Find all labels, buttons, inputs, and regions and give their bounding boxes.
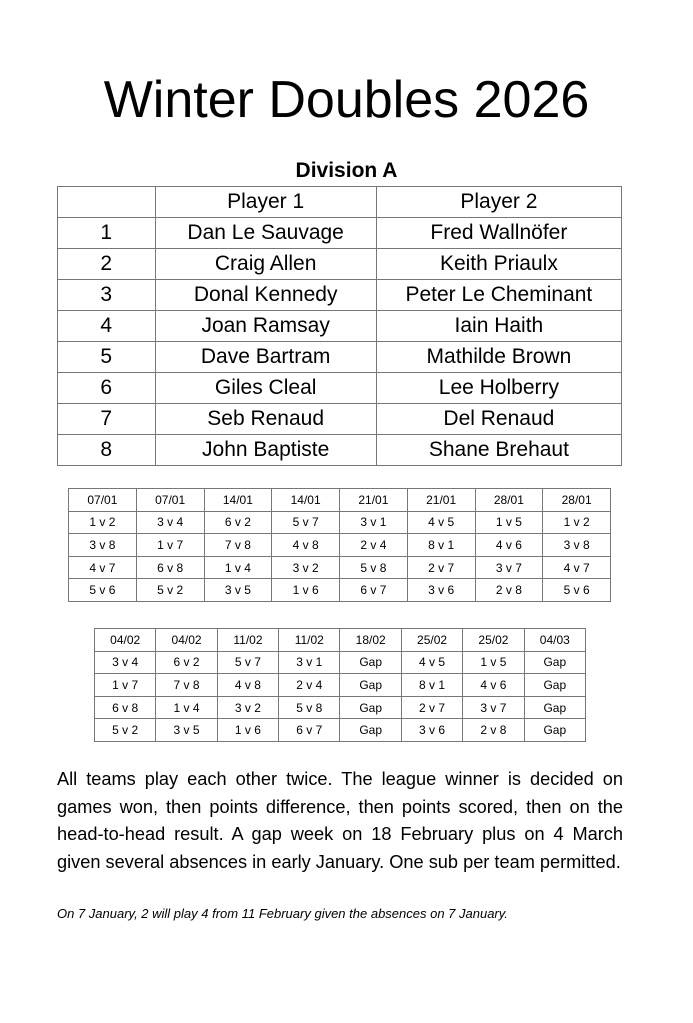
fixture-match: Gap — [340, 719, 401, 742]
fixtures-table-january — [68, 488, 611, 602]
fixture-match: 3 v 5 — [156, 719, 217, 742]
team-number: 4 — [58, 311, 156, 342]
player-1-name: Dave Bartram — [155, 342, 376, 373]
fixture-match: 2 v 8 — [463, 719, 524, 742]
fixture-date: 11/02 — [279, 629, 340, 652]
fixtures-table-february-march — [94, 628, 586, 742]
fixture-match: 5 v 6 — [543, 579, 611, 602]
fixture-match: 3 v 2 — [217, 696, 278, 719]
fixture-match: 4 v 6 — [475, 534, 543, 557]
fixture-match: 1 v 4 — [156, 696, 217, 719]
fixture-match: 3 v 6 — [401, 719, 462, 742]
team-number: 5 — [58, 342, 156, 373]
fixture-match: 1 v 6 — [217, 719, 278, 742]
fixture-row — [69, 511, 611, 534]
team-row — [58, 311, 622, 342]
fixture-match: 4 v 7 — [69, 556, 137, 579]
fixture-match: 8 v 1 — [407, 534, 475, 557]
fixture-match: 6 v 2 — [204, 511, 272, 534]
fixture-date: 14/01 — [204, 489, 272, 512]
fixture-match: 1 v 5 — [475, 511, 543, 534]
fixture-match: 2 v 7 — [401, 696, 462, 719]
fixture-date: 18/02 — [340, 629, 401, 652]
team-number: 3 — [58, 280, 156, 311]
fixture-date: 25/02 — [463, 629, 524, 652]
fixture-match: 1 v 7 — [136, 534, 204, 557]
fixture-match: 1 v 5 — [463, 651, 524, 674]
fixture-match: Gap — [524, 674, 585, 697]
fixture-match: 3 v 4 — [95, 651, 156, 674]
fixture-match: 3 v 1 — [340, 511, 408, 534]
player-2-name: Peter Le Cheminant — [376, 280, 621, 311]
fixture-row — [69, 534, 611, 557]
team-row — [58, 280, 622, 311]
fixture-match: 7 v 8 — [156, 674, 217, 697]
fixture-date: 04/03 — [524, 629, 585, 652]
fixture-match: 6 v 7 — [340, 579, 408, 602]
player-1-name: Donal Kennedy — [155, 280, 376, 311]
team-number: 2 — [58, 249, 156, 280]
team-row — [58, 218, 622, 249]
teams-header-cell: Player 2 — [376, 187, 621, 218]
fixture-match: 6 v 8 — [95, 696, 156, 719]
fixture-match: 4 v 8 — [272, 534, 340, 557]
fixture-match: Gap — [524, 719, 585, 742]
fixture-match: 1 v 2 — [69, 511, 137, 534]
fixture-date: 28/01 — [543, 489, 611, 512]
fixture-match: 4 v 5 — [401, 651, 462, 674]
fixture-match: 4 v 7 — [543, 556, 611, 579]
fixture-match: 8 v 1 — [401, 674, 462, 697]
player-1-name: John Baptiste — [155, 435, 376, 466]
fixture-match: 1 v 4 — [204, 556, 272, 579]
player-2-name: Iain Haith — [376, 311, 621, 342]
fixture-row — [69, 556, 611, 579]
fixture-match: 4 v 6 — [463, 674, 524, 697]
player-1-name: Craig Allen — [155, 249, 376, 280]
fixture-row — [95, 696, 586, 719]
fixture-match: 7 v 8 — [204, 534, 272, 557]
fixture-match: 6 v 7 — [279, 719, 340, 742]
player-2-name: Lee Holberry — [376, 373, 621, 404]
player-2-name: Fred Wallnöfer — [376, 218, 621, 249]
fixture-match: 6 v 2 — [156, 651, 217, 674]
fixture-date: 04/02 — [156, 629, 217, 652]
fixture-match: 3 v 5 — [204, 579, 272, 602]
player-2-name: Keith Priaulx — [376, 249, 621, 280]
fixture-match: Gap — [340, 674, 401, 697]
teams-header-row — [58, 187, 622, 218]
fixture-match: 1 v 6 — [272, 579, 340, 602]
fixture-row — [95, 719, 586, 742]
fixture-match: 2 v 4 — [340, 534, 408, 557]
fixture-match: 5 v 6 — [69, 579, 137, 602]
fixture-date: 04/02 — [95, 629, 156, 652]
fixture-date: 14/01 — [272, 489, 340, 512]
player-2-name: Del Renaud — [376, 404, 621, 435]
team-number: 6 — [58, 373, 156, 404]
fixture-date: 28/01 — [475, 489, 543, 512]
fixture-match: 5 v 7 — [217, 651, 278, 674]
fixture-match: 5 v 8 — [279, 696, 340, 719]
fixture-date: 21/01 — [340, 489, 408, 512]
team-number: 1 — [58, 218, 156, 249]
teams-table — [57, 186, 622, 466]
player-2-name: Mathilde Brown — [376, 342, 621, 373]
fixture-date: 07/01 — [136, 489, 204, 512]
fixture-row — [69, 579, 611, 602]
fixture-date: 25/02 — [401, 629, 462, 652]
fixture-match: 4 v 5 — [407, 511, 475, 534]
fixture-match: 4 v 8 — [217, 674, 278, 697]
fixture-match: 2 v 7 — [407, 556, 475, 579]
team-number: 8 — [58, 435, 156, 466]
fixture-match: 6 v 8 — [136, 556, 204, 579]
team-row — [58, 342, 622, 373]
fixture-match: 3 v 8 — [69, 534, 137, 557]
page-title: Winter Doubles 2026 — [103, 71, 590, 129]
footnote: On 7 January, 2 will play 4 from 11 February given the absences on 7 January. — [57, 906, 508, 921]
fixture-match: 2 v 8 — [475, 579, 543, 602]
player-1-name: Seb Renaud — [155, 404, 376, 435]
teams-header-cell: Player 1 — [155, 187, 376, 218]
fixture-match: Gap — [340, 651, 401, 674]
fixture-match: 5 v 7 — [272, 511, 340, 534]
teams-header-cell — [58, 187, 156, 218]
fixture-match: 5 v 2 — [95, 719, 156, 742]
fixture-match: Gap — [524, 696, 585, 719]
player-1-name: Giles Cleal — [155, 373, 376, 404]
team-row — [58, 373, 622, 404]
league-rules-text: All teams play each other twice. The league winner is decided on games won, then points difference, then points scored, then on the head-to-head result. A gap week on 18 February plus on 4 March given several absences in early January. One sub per team permitted. — [57, 769, 623, 872]
team-number: 7 — [58, 404, 156, 435]
fixture-match: 3 v 8 — [543, 534, 611, 557]
fixture-match: 3 v 7 — [475, 556, 543, 579]
player-2-name: Shane Brehaut — [376, 435, 621, 466]
fixture-match: 5 v 8 — [340, 556, 408, 579]
fixture-row — [95, 651, 586, 674]
fixture-date: 07/01 — [69, 489, 137, 512]
team-row — [58, 404, 622, 435]
fixture-match: 3 v 4 — [136, 511, 204, 534]
player-1-name: Joan Ramsay — [155, 311, 376, 342]
fixture-match: 2 v 4 — [279, 674, 340, 697]
fixture-match: 3 v 6 — [407, 579, 475, 602]
fixture-match: 5 v 2 — [136, 579, 204, 602]
division-heading: Division A — [295, 159, 398, 182]
fixture-match: Gap — [524, 651, 585, 674]
fixture-match: 3 v 2 — [272, 556, 340, 579]
team-row — [58, 249, 622, 280]
fixture-match: 1 v 2 — [543, 511, 611, 534]
fixture-dates-row — [95, 629, 586, 652]
fixture-dates-row — [69, 489, 611, 512]
fixture-match: 3 v 1 — [279, 651, 340, 674]
fixture-date: 11/02 — [217, 629, 278, 652]
fixture-match: 1 v 7 — [95, 674, 156, 697]
fixture-match: Gap — [340, 696, 401, 719]
fixture-date: 21/01 — [407, 489, 475, 512]
fixture-row — [95, 674, 586, 697]
player-1-name: Dan Le Sauvage — [155, 218, 376, 249]
team-row — [58, 435, 622, 466]
fixture-match: 3 v 7 — [463, 696, 524, 719]
